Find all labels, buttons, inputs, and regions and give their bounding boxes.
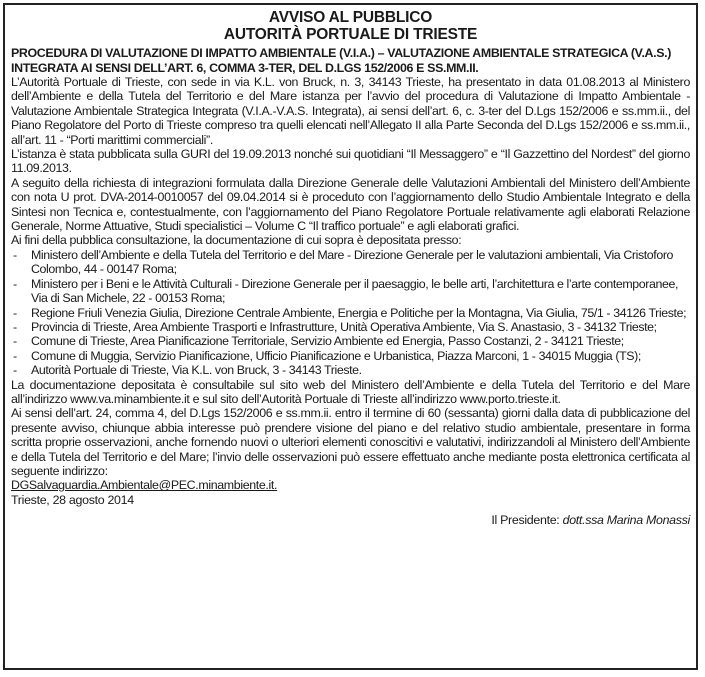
public-notice [3,3,698,670]
paragraph-observations: Ai sensi dell’art. 24, comma 4, del D.Lgs 152/2006 e ss.mm.ii. entro il termine di 60 (sessanta) giorni dalla data di pubblicazione del presente avviso, chiunque abbia interesse può prendere visione del piano e del relativo studio ambientale, presentare in forma scritta proprie osservazioni, anche fornendo nuovi o ulteriori elementi conoscitivi e valutativi, indirizzandoli al Ministero dell’Ambiente e della Tutela del Territorio e del Mare; l’invio delle osservazioni può essere effettuato anche mediante posta elettronica certificata al seguente indirizzo: [11,406,690,478]
list-item: - Provincia di Trieste, Area Ambiente Trasporti e Infrastrutture, Unità Operativa Ambiente, Via S. Anastasio, 3 - 34132 Trieste; [11,320,690,334]
list-item: - Ministero per i Beni e le Attività Culturali - Direzione Generale per il paesaggio, le belle arti, l’architettura e l’arte contemporanee, Via di San Michele, 22 - 00153 Roma; [11,277,690,306]
pec-email-address [11,478,690,492]
notice-authority: AUTORITÀ PORTUALE DI TRIESTE [223,26,478,43]
deposit-locations-list [11,248,690,378]
paragraph-publication: L’istanza è stata pubblicata sulla GURI del 19.09.2013 nonché sui quotidiani “Il Messaggero” e “Il Gazzettino del Nordest” del giorno 11.09.2013. [11,147,690,176]
paragraph-deposit-intro: Ai fini della pubblica consultazione, la documentazione di cui sopra è depositata presso: [11,233,462,248]
list-item: - Ministero dell’Ambiente e della Tutela del Territorio e del Mare - Direzione Generale per le valutazioni ambientali, Via Cristoforo Colombo, 44 - 00147 Roma; [11,248,690,277]
signature-role: Il Presidente: [491,513,560,528]
email-link[interactable]: DGSalvaguardia.Ambientale@PEC.minambiente.it. [11,478,278,493]
paragraph-integrations: A seguito della richiesta di integrazioni formulata dalla Direzione Generale delle Valutazioni Ambientali del Ministero dell’Ambiente con nota U prot. DVA-2014-0010057 del 09.04.2014 si è proceduto con l’aggiornamento dello Studio Ambientale Integrato e della Sintesi non Tecnica e, contestualmente, con l’aggiornamento del Piano Regolatore Portuale relativamente agli elaborati Relazione Generale, Norme Attuative, Studi specialistici – Volume C “Il traffico portuale” e agli elaborati grafici. [11,175,690,234]
list-item: - Comune di Muggia, Servizio Pianificazione, Ufficio Pianificazione e Urbanistica, Piazza Marconi, 1 - 34015 Muggia (TS); [11,349,690,363]
list-item: - Comune di Trieste, Area Pianificazione Territoriale, Servizio Ambiente ed Energia, Passo Costanzi, 2 - 34121 Trieste; [11,334,690,348]
list-item: - Regione Friuli Venezia Giulia, Direzione Centrale Ambiente, Energia e Politiche per la Montagna, Via Giulia, 75/1 - 34126 Trieste; [11,306,690,320]
paragraph-submission: L’Autorità Portuale di Trieste, con sede in via K.L. von Bruck, n. 3, 34143 Trieste, ha presentato in data 01.08.2013 al Ministero dell’Ambiente e della Tutela del Territorio e del Mare istanza per l’avvio del procedura di Valutazione di Impatto Ambientale - Valutazione Ambientale Strategica Integrata (V.I.A.-V.A.S. Integrata), ai sensi dell’art. 6, c. 3-ter del D.Lgs 152/2006 e ss.mm.ii., del Piano Regolatore del Porto di Trieste compreso tra quelli elencati nell’Allegato II alla Parte Seconda del D.Lgs 152/2006 e ss.mm.ii., all’art. 11 - “Porti marittimi commerciali”. [11,75,690,147]
signature-name: dott.ssa Marina Monassi [562,513,690,528]
procedure-subject: PROCEDURA DI VALUTAZIONE DI IMPATTO AMBIENTALE (V.I.A.) – VALUTAZIONE AMBIENTALE STRATEGICA (V.A.S.) INTEGRATA AI SENSI DELL’ART. 6, COMMA 3-TER, DEL D.LGS 152/2006 E SS.MM.II. [11,46,672,75]
signature [11,513,690,527]
dateline: Trieste, 28 agosto 2014 [11,492,134,507]
paragraph-websites: La documentazione depositata è consultabile sul sito web del Ministero dell’Ambiente e della Tutela del Territorio e del Mare all’indirizzo www.va.minambiente.it e sul sito dell’Autorità Portuale di Trieste all’indirizzo www.porto.trieste.it. [11,377,690,406]
notice-title: AVVISO AL PUBBLICO [268,9,433,26]
list-item: - Autorità Portuale di Trieste, Via K.L. von Bruck, 3 - 34143 Trieste. [11,363,690,377]
